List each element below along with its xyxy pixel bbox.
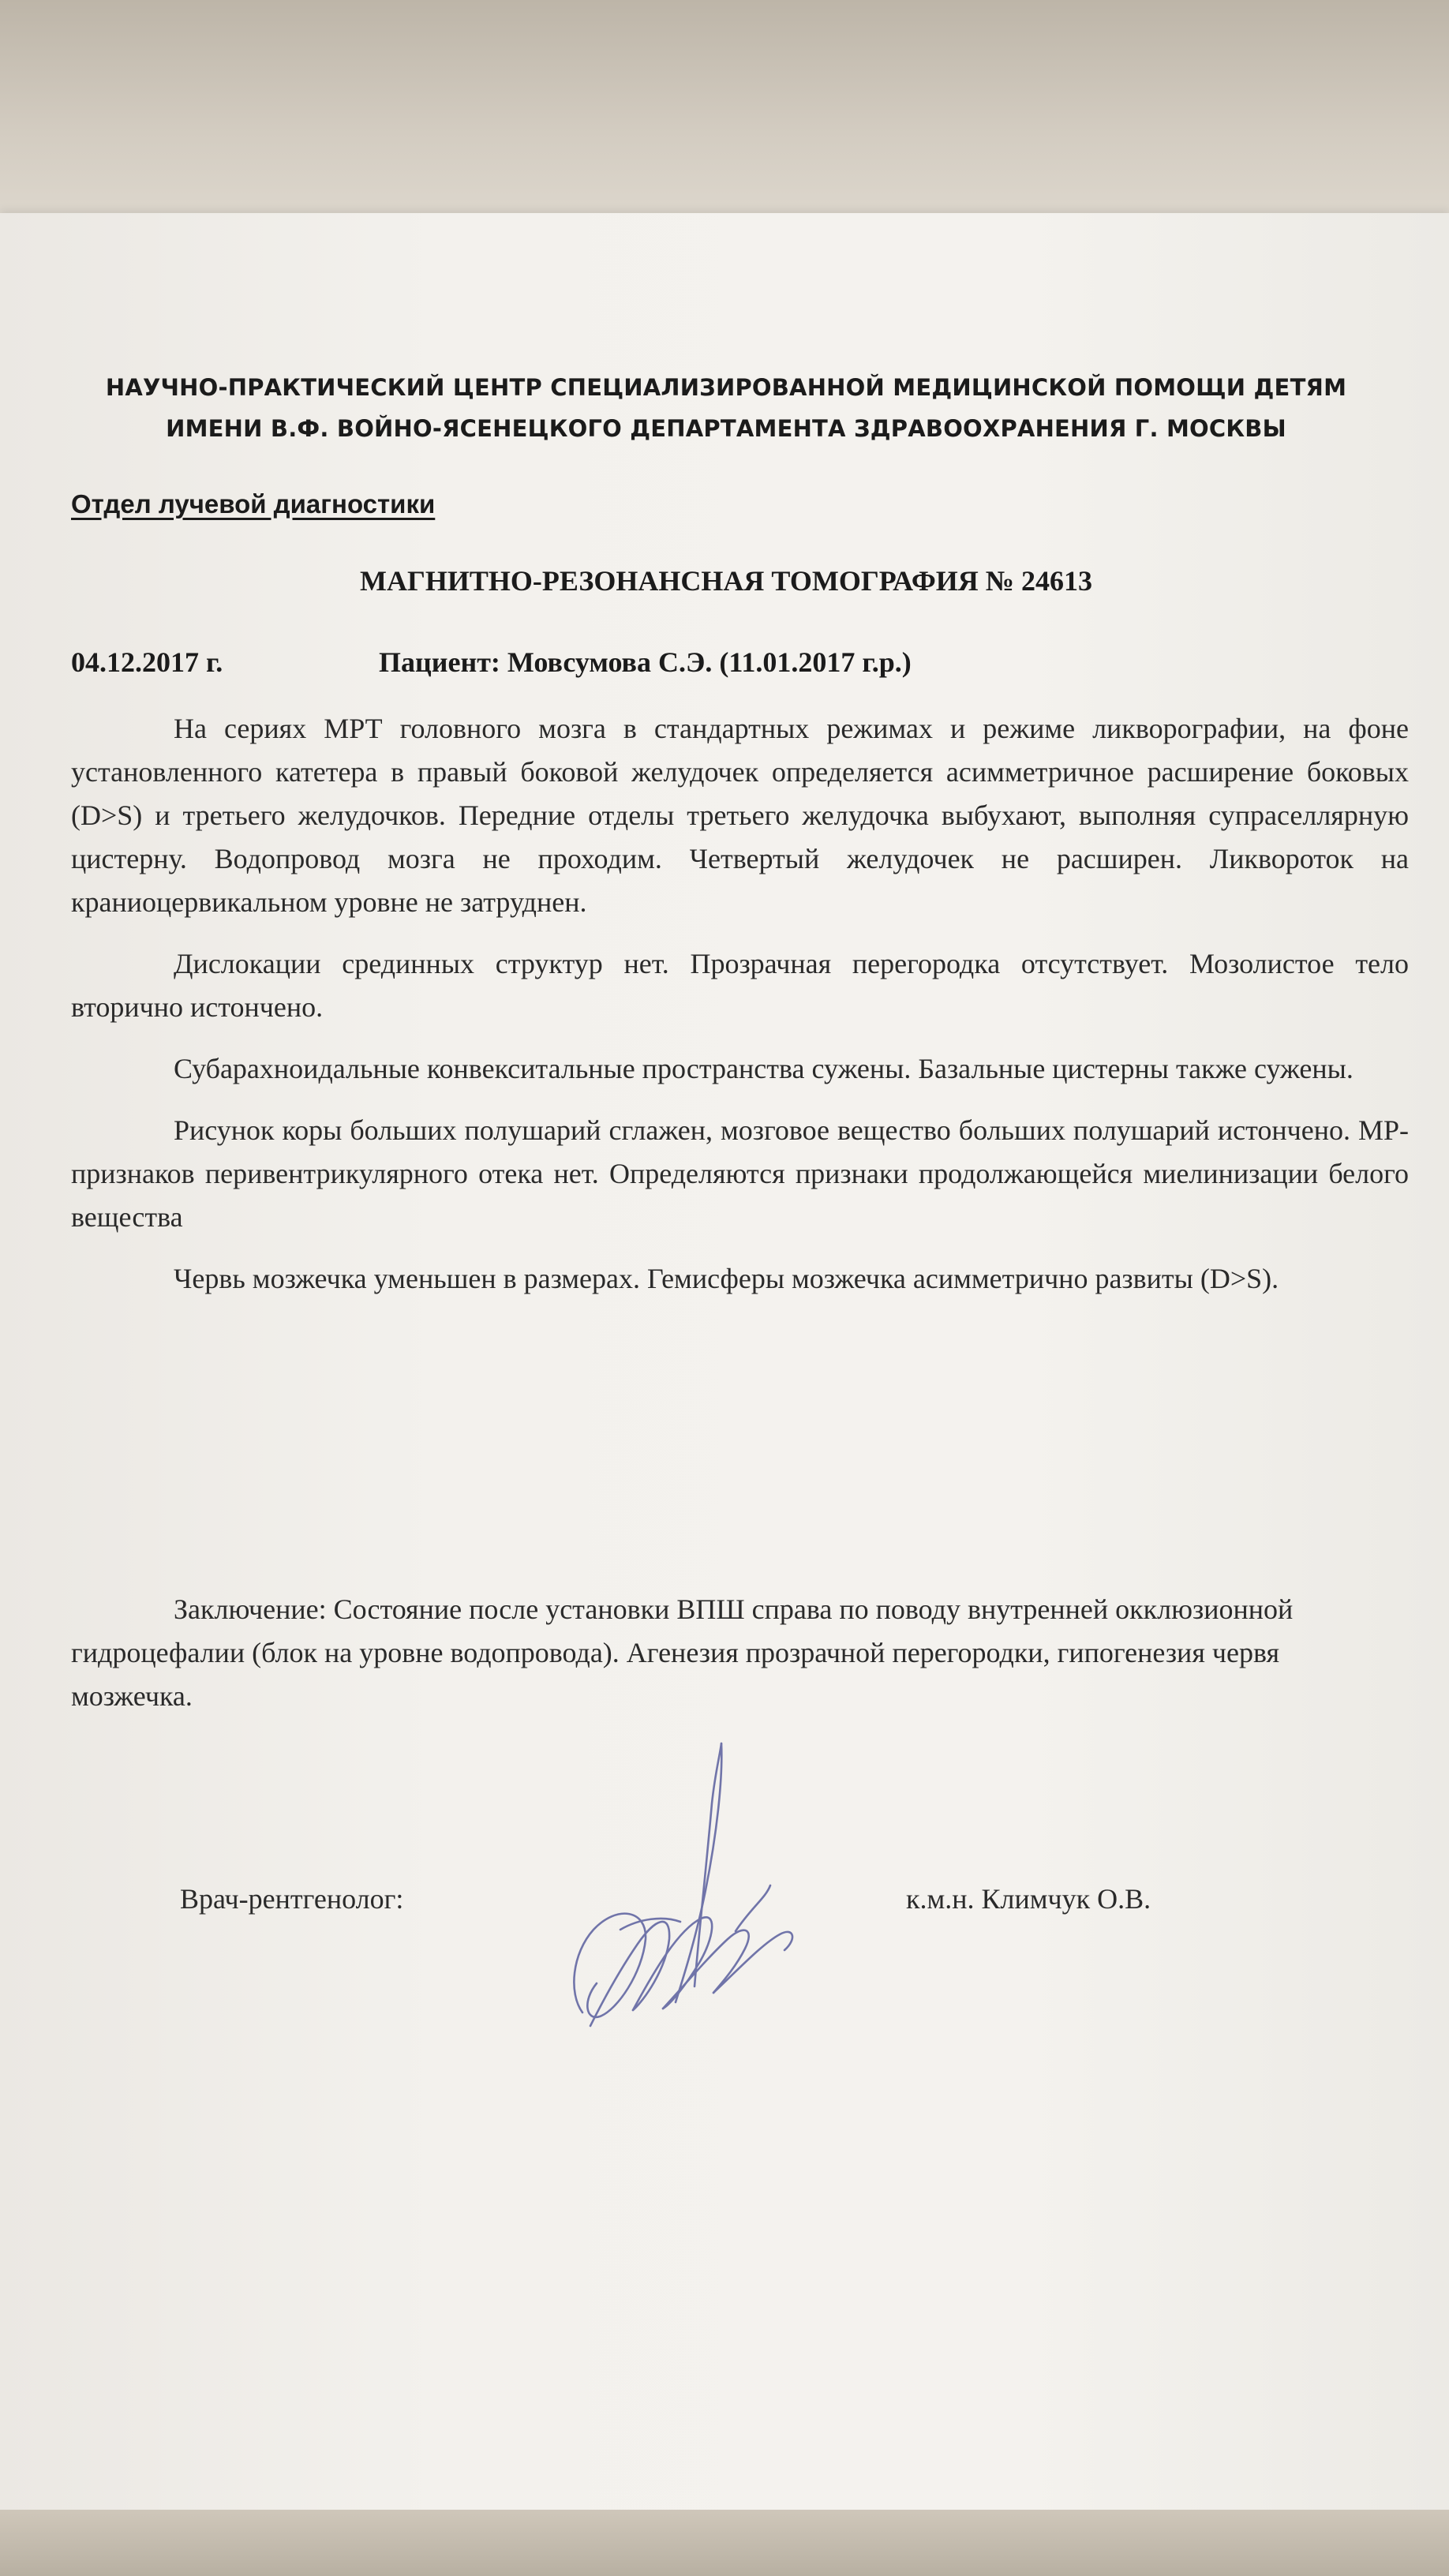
study-title: МАГНИТНО-РЕЗОНАНСНАЯ ТОМОГРАФИЯ № 24613 [360, 565, 1092, 597]
signer-name: к.м.н. Климчук О.В. [906, 1883, 1151, 1915]
patient-info: Пациент: Мовсумова С.Э. (11.01.2017 г.р.) [379, 646, 912, 678]
report-date: 04.12.2017 г. [71, 646, 223, 678]
organization-header-line-2: ИМЕНИ В.Ф. ВОЙНО-ЯСЕНЕЦКОГО ДЕПАРТАМЕНТА ЗДРАВООХРАНЕНИЯ Г. МОСКВЫ [166, 415, 1286, 442]
findings-paragraph-1: На сериях МРТ головного мозга в стандартных режимах и режиме ликворографии, на фоне установленного катетера в правый боковой желудочек определяется асимметричное расширение боковых (D>S) и третьего желудочков. Передние отделы третьего желудочка выбухают, выполняя супраселлярную цистерну. Водопровод мозга не проходим. Четвертый желудочек не расширен. Ликвороток на краниоцервикальном уровне не затруднен. [71, 713, 1409, 918]
findings-paragraph-2: Дислокации срединных структур нет. Прозрачная перегородка отсутствует. Мозолистое тело вторично истончено. [71, 948, 1409, 1023]
signer-role: Врач-рентгенолог: [180, 1883, 404, 1915]
background-bottom [0, 2510, 1449, 2576]
signature-mark [545, 1732, 844, 2080]
findings-paragraph-3: Субарахноидальные конвекситальные пространства сужены. Базальные цистерны также сужены. [174, 1053, 1354, 1084]
background-top [0, 0, 1449, 221]
organization-header-line-1: НАУЧНО-ПРАКТИЧЕСКИЙ ЦЕНТР СПЕЦИАЛИЗИРОВАННОЙ МЕДИЦИНСКОЙ ПОМОЩИ ДЕТЯМ [105, 374, 1347, 401]
department-name: Отдел лучевой диагностики [71, 489, 436, 519]
document-sheet [0, 213, 1449, 2541]
organization-header [47, 367, 1405, 449]
findings-paragraph-5: Червь мозжечка уменьшен в размерах. Гемисферы мозжечка асимметрично развиты (D>S). [174, 1263, 1279, 1294]
report-body [71, 707, 1409, 1319]
conclusion-paragraph: Заключение: Состояние после установки ВПШ справа по поводу внутренней окклюзионной гидроцефалии (блок на уровне водопровода). Агенезия прозрачной перегородки, гипогенезия червя мозжечка. [71, 1593, 1294, 1712]
findings-paragraph-4: Рисунок коры больших полушарий сглажен, мозговое вещество больших полушарий истончено. МР-признаков перивентрикулярного отека нет. Определяются признаки продолжающейся миелинизации белого вещества [71, 1114, 1409, 1233]
